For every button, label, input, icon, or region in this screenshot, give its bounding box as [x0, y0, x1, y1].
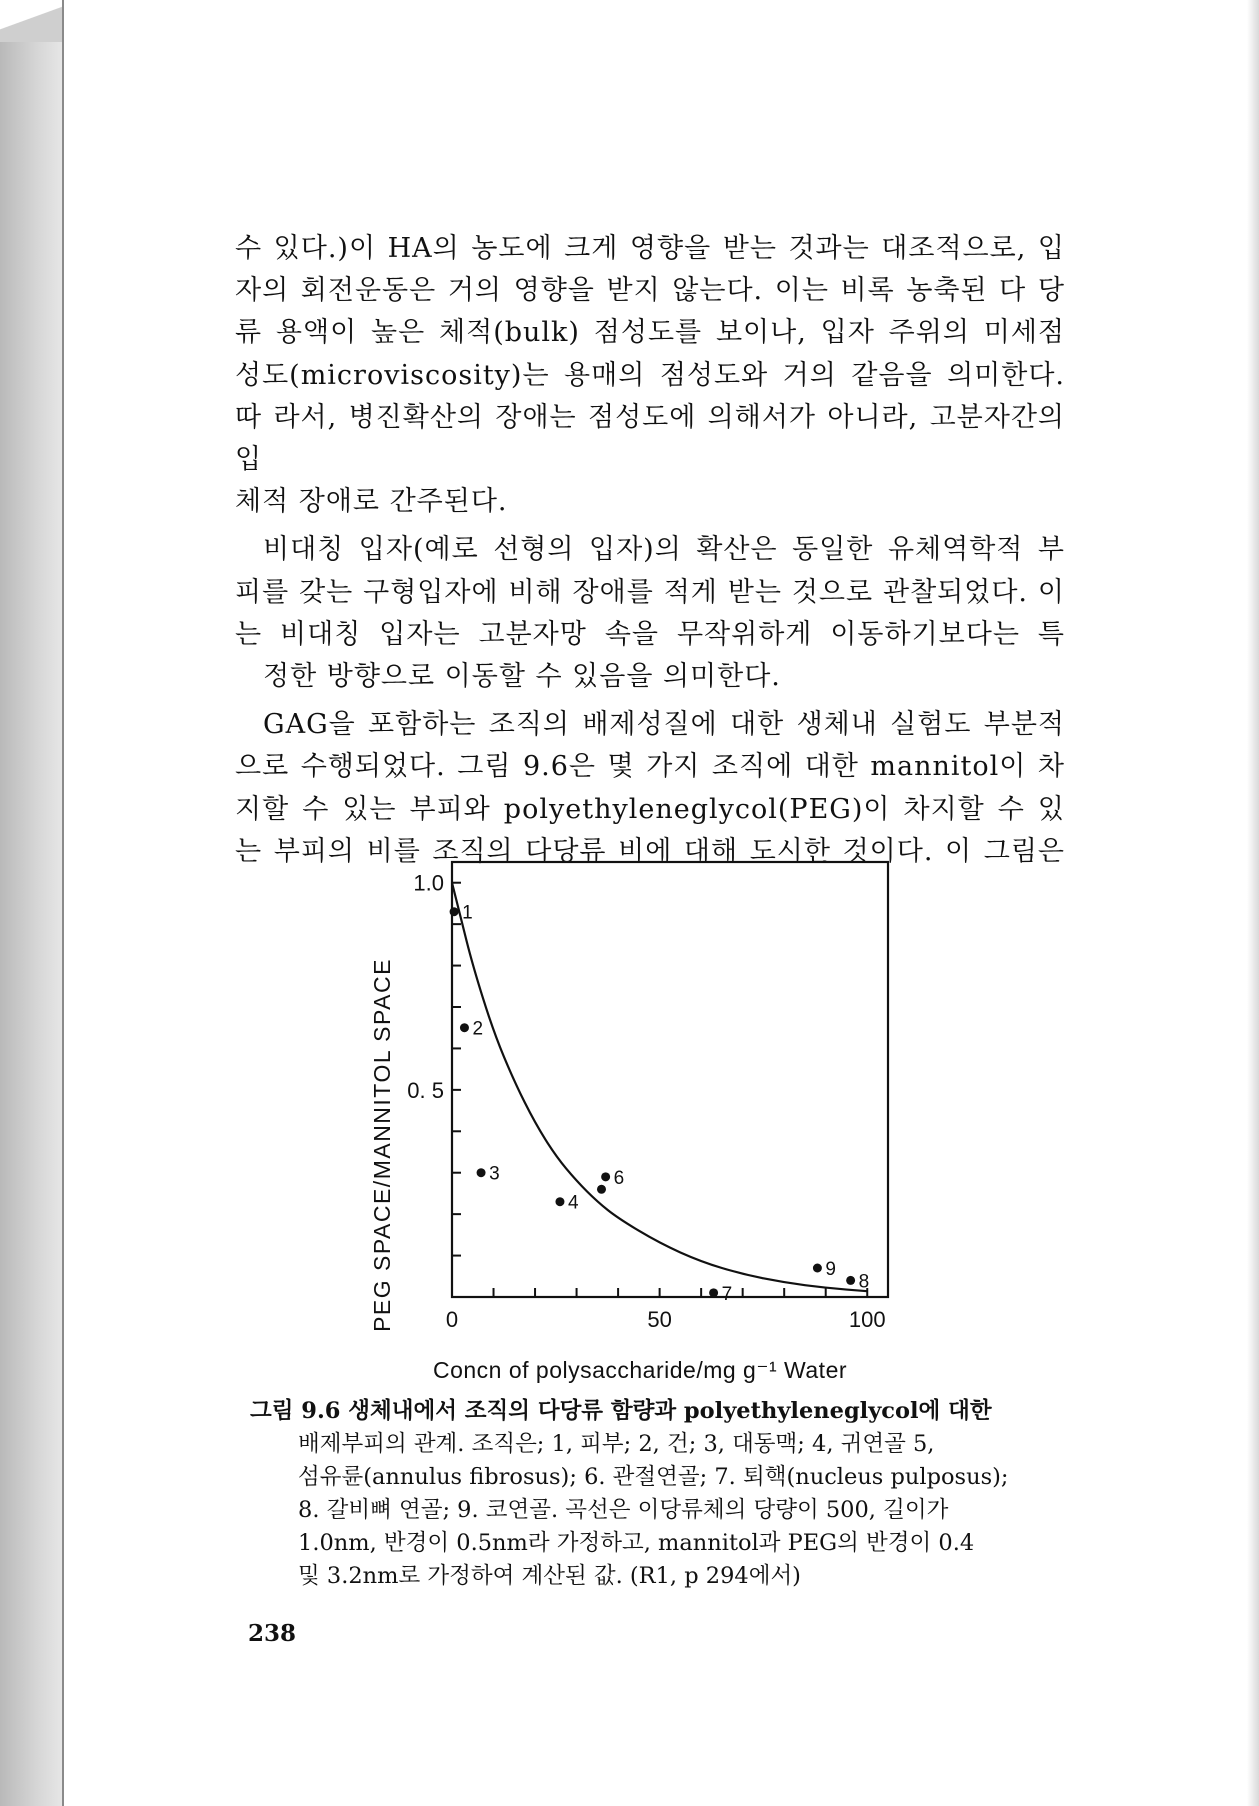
x-axis-label: Concn of polysaccharide/mg g⁻¹ Water: [432, 1357, 848, 1383]
caption-line: 및 3.2nm로 가정하여 계산된 값. (R1, p 294에서): [298, 1563, 801, 1589]
data-point: [477, 1168, 486, 1177]
line: GAG을 포함하는 조직의 배제성질에 대한 생체내 실험도 부분적: [263, 709, 1065, 741]
book-spine-edge: [0, 0, 62, 1806]
line: 부피의 비를 조직의 다당류 비에 대해 도시한 것이다. 이 그림은: [273, 835, 1066, 867]
line: 수 있다.)이 HA의 농도에 크게 영향을 받는 것과는 대조적으로,: [235, 233, 1027, 264]
page-number: 238: [248, 1620, 297, 1647]
data-point-label: 1: [462, 902, 473, 924]
paragraph-2: [235, 529, 1065, 698]
fitted-curve: [452, 883, 867, 1291]
x-tick-label: 0: [445, 1307, 459, 1332]
data-point-label: 3: [489, 1163, 500, 1185]
data-point: [601, 1172, 610, 1181]
line: 체적 장애로 간주된다.: [235, 486, 508, 518]
plot-frame: [452, 862, 888, 1297]
y-tick-label: 0. 5: [407, 1077, 444, 1103]
data-point-label: 9: [825, 1259, 836, 1280]
data-point-label: 7: [721, 1283, 733, 1305]
book-corner: [0, 0, 62, 42]
line: 피를 갖는 구형입자에 비해 장애를 적게 받는 것으로 관찰되었다.: [235, 576, 1028, 608]
line: 입자의 회전운동은 거의 영향을 받지 않는다. 이는 비록 농축된 다: [235, 233, 1065, 307]
caption-line: 8. 갈비뼈 연골; 9. 코연골. 곡선은 이당류체의 당량이 500, 길이가: [298, 1497, 949, 1523]
figure: [360, 850, 920, 1390]
paragraph-3: [235, 704, 1065, 873]
data-point-label: 8: [858, 1271, 870, 1293]
caption-line: 1.0nm, 반경이 0.5nm라 가정하고, mannitol과 PEG의 반경이 0.4: [298, 1530, 975, 1556]
x-tick-label: 100: [848, 1307, 886, 1332]
line: 성도(microviscosity)는 용매의 점성도와 거의 같음을 의미한다. 따: [235, 359, 1065, 433]
data-point: [555, 1197, 564, 1206]
scatter-chart: [360, 850, 920, 1390]
line: 정한 방향으로 이동할 수 있음을 의미한다.: [263, 661, 781, 693]
data-point: [813, 1264, 822, 1273]
data-point-label: 2: [472, 1018, 484, 1040]
caption-line: 그림 9.6 생체내에서 조직의 다당류 함량과 polyethyleneglycol에 대한: [250, 1398, 992, 1424]
line: 당류 용액이 높은 체적(bulk) 점성도를 보이나, 입자 주위의 미세점: [235, 275, 1066, 349]
body-text: [235, 228, 1065, 873]
line: 비대칭 입자(예로 선형의 입자)의 확산은 동일한 유체역학적 부: [263, 534, 1065, 566]
page-shadow: [1247, 0, 1259, 1806]
line: 지할 수 있는 부피와 polyethyleneglycol(PEG)이 차지할 수 있는: [235, 793, 1065, 867]
line: 으로 수행되었다. 그림 9.6은 몇 가지 조직에 대한 mannitol이 차: [235, 751, 1065, 783]
y-tick-label: 1.0: [413, 870, 444, 896]
caption-line: 섬유륜(annulus fibrosus); 6. 관절연골; 7. 퇴핵(nucleus pulposus);: [298, 1464, 1009, 1490]
x-tick-label: 50: [647, 1307, 672, 1332]
data-point: [709, 1288, 718, 1297]
data-point: [450, 907, 459, 916]
data-point: [597, 1185, 606, 1194]
data-point: [460, 1023, 469, 1032]
y-axis-label: PEG SPACE/MANNITOL SPACE: [369, 958, 395, 1332]
figure-caption: [250, 1395, 1065, 1593]
data-point-label: 6: [613, 1167, 625, 1189]
line: 라서, 병진확산의 장애는 점성도에 의해서가 아니라, 고분자간의 입: [235, 401, 1065, 476]
caption-line: 배제부피의 관계. 조직은; 1, 피부; 2, 건; 3, 대동맥; 4, 귀연골 5,: [298, 1431, 935, 1457]
data-point: [846, 1276, 855, 1285]
paragraph-1: [235, 228, 1065, 523]
line: 이는 비대칭 입자는 고분자망 속을 무작위하게 이동하기보다는 특: [235, 576, 1066, 650]
data-point-label: 4: [567, 1192, 579, 1214]
